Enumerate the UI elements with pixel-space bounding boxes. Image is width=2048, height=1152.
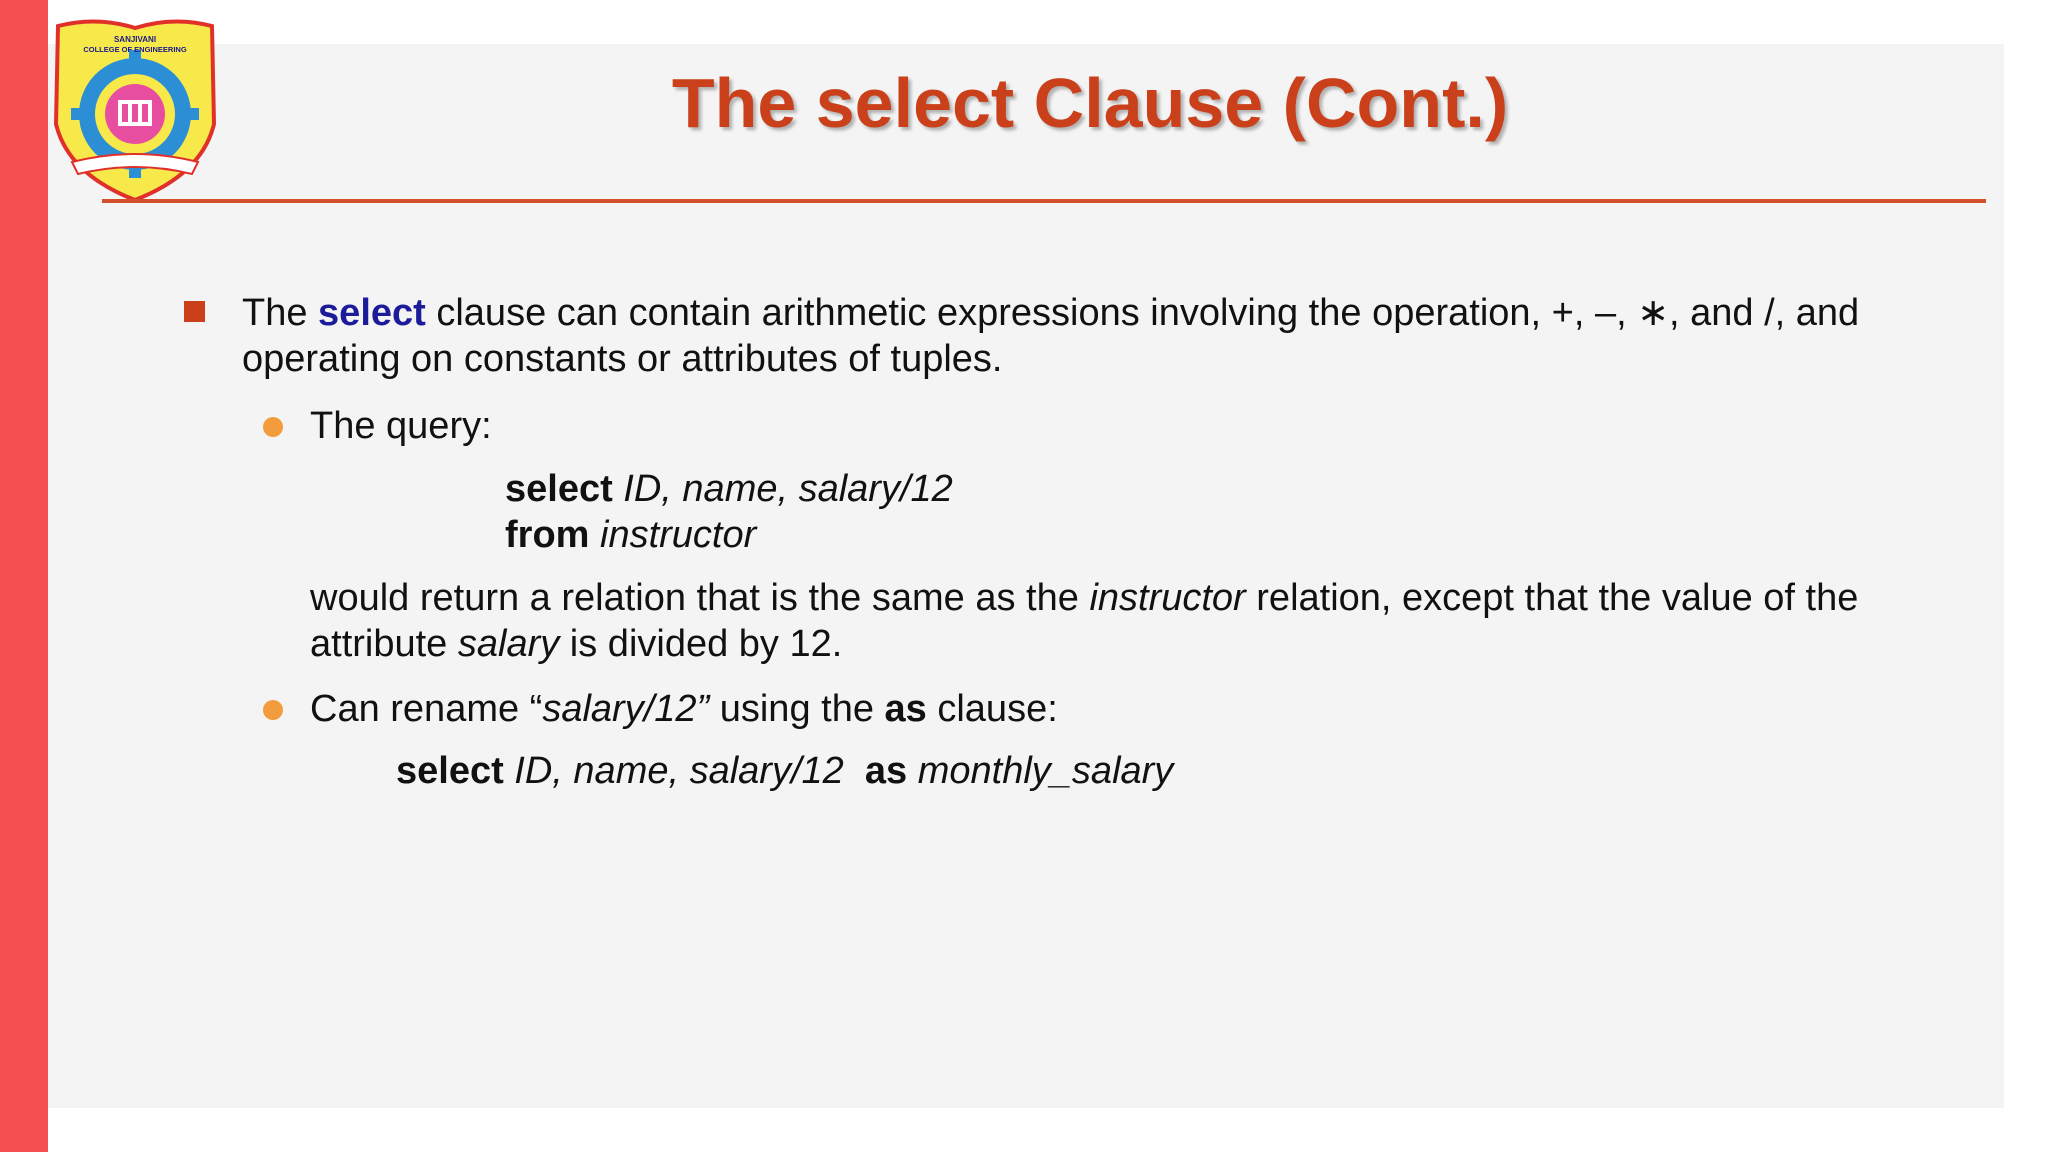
sub-bullet-1-label: The query: <box>310 405 492 447</box>
rename-text-end: clause: <box>926 688 1058 730</box>
explanation-italic: salary <box>457 623 560 665</box>
bullet-1-line-1 <box>242 290 1859 336</box>
code-text: ID, name, salary/12 <box>503 750 865 792</box>
query-line-1 <box>505 466 953 512</box>
svg-text:COLLEGE OF ENGINEERING: COLLEGE OF ENGINEERING <box>83 45 187 54</box>
sub-bullet-2-text <box>310 686 1058 732</box>
code-keyword: select <box>396 750 504 792</box>
title-divider <box>102 199 1986 203</box>
orange-dot-bullet-icon <box>263 417 283 437</box>
code-keyword: from <box>505 514 590 556</box>
explanation-line-2 <box>310 621 842 667</box>
explanation-text-rest: is divided by 12. <box>559 623 843 665</box>
left-accent-bar <box>0 0 48 1152</box>
select-keyword: select <box>318 292 426 334</box>
svg-text:SANJIVANI: SANJIVANI <box>113 35 157 44</box>
explanation-text: attribute <box>310 623 458 665</box>
bullet-1-line-2: operating on constants or attributes of tuples. <box>242 338 1003 380</box>
code-text: instructor <box>589 514 757 556</box>
bullet-1-text-rest: clause can contain arithmetic expressions involving the operation, +, –, ∗, and /, and <box>425 292 1860 334</box>
rename-text: Can rename “ <box>310 688 543 730</box>
query-line-2 <box>505 512 756 558</box>
bullet-1-text: The <box>242 292 319 334</box>
explanation-line-1 <box>310 575 1858 621</box>
explanation-italic: instructor <box>1089 577 1246 619</box>
rename-italic: salary/12” <box>542 688 710 730</box>
square-bullet-icon <box>184 301 205 322</box>
code-keyword: select <box>505 468 613 510</box>
as-keyword: as <box>884 688 927 730</box>
orange-dot-bullet-icon <box>263 700 283 720</box>
slide-title: The select Clause (Cont.) <box>671 64 1509 142</box>
explanation-text-rest: relation, except that the value of the <box>1245 577 1859 619</box>
rename-query-line <box>396 748 1173 794</box>
code-keyword: as <box>864 750 908 792</box>
college-crest-icon <box>52 14 218 202</box>
code-text: monthly_salary <box>907 750 1174 792</box>
code-text: ID, name, salary/12 <box>612 468 953 510</box>
explanation-text: would return a relation that is the same as the <box>310 577 1090 619</box>
rename-text-mid: using the <box>709 688 885 730</box>
